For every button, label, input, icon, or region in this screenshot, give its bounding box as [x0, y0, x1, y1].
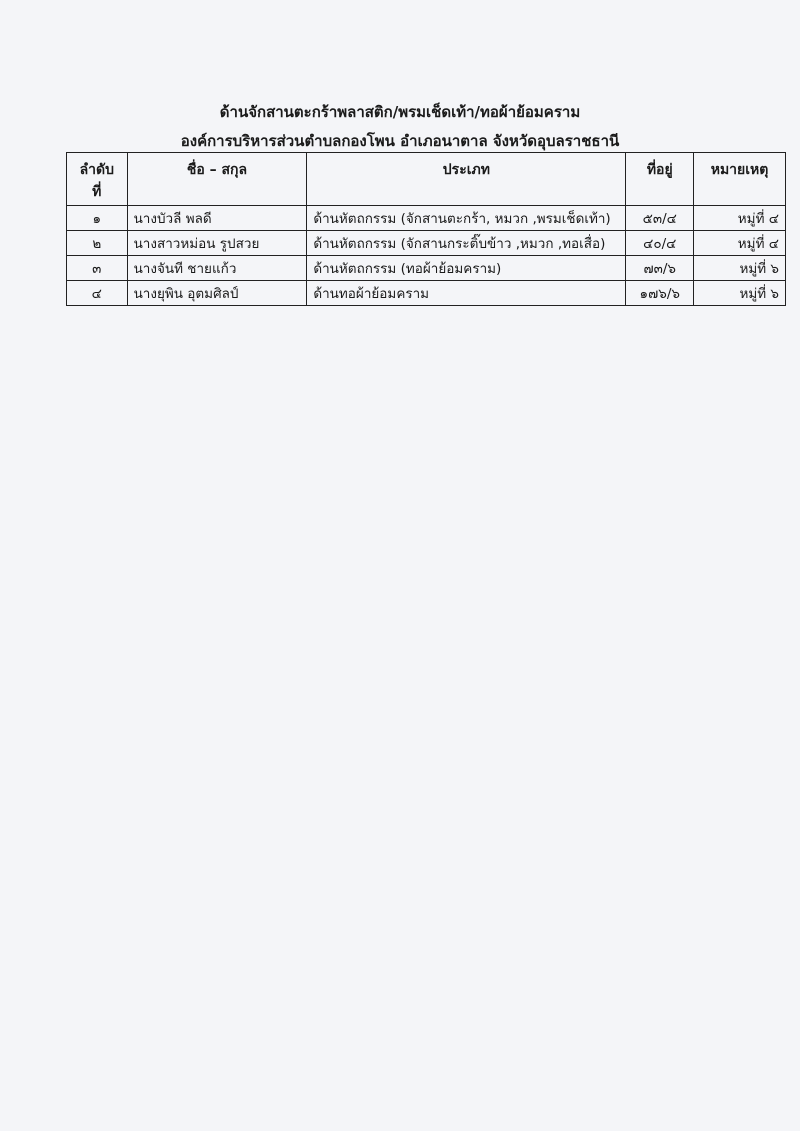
row-name: นางจันที ชายแก้ว: [127, 256, 307, 281]
row-address: ๑๗๖/๖: [626, 281, 694, 306]
row-type: ด้านหัตถกรรม (ทอผ้าย้อมคราม): [307, 256, 626, 281]
header-name: ชื่อ – สกุล: [127, 153, 307, 206]
row-no: ๑: [67, 206, 128, 231]
row-name: นางสาวหม่อน รูปสวย: [127, 231, 307, 256]
table-row: [67, 281, 786, 306]
row-no: ๓: [67, 256, 128, 281]
row-no: ๔: [67, 281, 128, 306]
row-note: หมู่ที่ ๖: [694, 281, 786, 306]
document-title: ด้านจักสานตะกร้าพลาสติก/พรมเช็ดเท้า/ทอผ้าย้อมคราม: [219, 103, 581, 121]
table-row: [67, 256, 786, 281]
row-no: ๒: [67, 231, 128, 256]
row-note: หมู่ที่ ๔: [694, 231, 786, 256]
table-row: [67, 206, 786, 231]
header-note: หมายเหตุ: [694, 153, 786, 206]
row-note: หมู่ที่ ๖: [694, 256, 786, 281]
row-address: ๔๐/๔: [626, 231, 694, 256]
header-type: ประเภท: [307, 153, 626, 206]
row-type: ด้านทอผ้าย้อมคราม: [307, 281, 626, 306]
header-address: ที่อยู่: [626, 153, 694, 206]
document-subtitle: องค์การบริหารส่วนตำบลกองโพน อำเภอนาตาล จังหวัดอุบลราชธานี: [180, 132, 620, 150]
row-note: หมู่ที่ ๔: [694, 206, 786, 231]
row-name: นางบัวลี พลดี: [127, 206, 307, 231]
table-header-row: [67, 153, 786, 206]
row-address: ๕๓/๔: [626, 206, 694, 231]
row-address: ๗๓/๖: [626, 256, 694, 281]
roster-table: [66, 152, 786, 306]
row-type: ด้านหัตถกรรม (จักสานกระติ๊บข้าว ,หมวก ,ทอเสื่อ): [307, 231, 626, 256]
header-no: ลำดับ ที่: [67, 153, 128, 206]
table-row: [67, 231, 786, 256]
row-type: ด้านหัตถกรรม (จักสานตะกร้า, หมวก ,พรมเช็ดเท้า): [307, 206, 626, 231]
row-name: นางยุพิน อุตมศิลป์: [127, 281, 307, 306]
